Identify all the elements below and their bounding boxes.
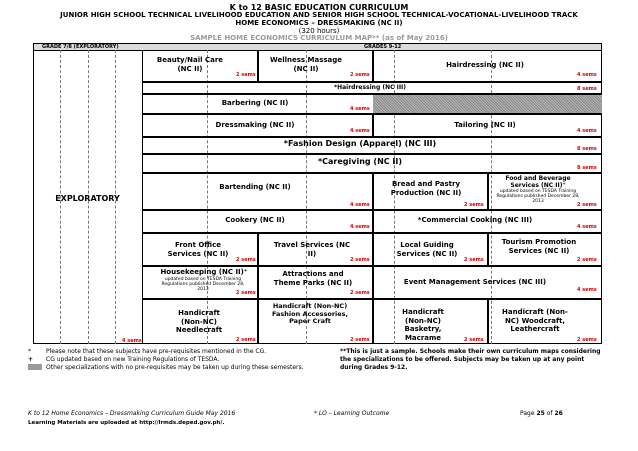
cell-divider [372, 209, 374, 233]
footnote-star-symbol: * [28, 348, 31, 355]
doc-title-line3: HOME ECONOMICS – DRESSMAKING (NC II) [235, 19, 403, 27]
cell-divider [257, 50, 259, 82]
cell-divider [372, 172, 374, 210]
sem-hairdressing-nc3: 8 sems [577, 86, 597, 92]
cell-basketry: Handicraft (Non-NC) Basketry, Macrame [402, 308, 444, 342]
page-total: 26 [554, 410, 563, 417]
cell-divider [487, 298, 489, 344]
cell-divider [487, 232, 489, 265]
cell-fashion-accessories: Handicraft (Non-NC) Fashion Accessories, Paper Craft [271, 302, 349, 325]
sem-front-office: 2 sems [236, 257, 256, 263]
sem-food-beverage: 2 sems [577, 202, 597, 208]
cell-event-management: Event Management Services (NC III) [403, 278, 547, 286]
sem-basketry: 2 sems [464, 337, 484, 343]
cell-beauty-nail-care: Beauty/Nail Care (NC II) [156, 56, 224, 73]
cell-bread-pastry: Bread and Pastry Production (NC II) [390, 180, 462, 197]
sem-bartending: 4 sems [350, 202, 370, 208]
cell-dressmaking: Dressmaking (NC II) [215, 121, 295, 129]
cell-divider [372, 232, 374, 265]
row-divider [142, 153, 602, 155]
sem-tourism: 2 sems [577, 257, 597, 263]
grade-label-senior: GRADES 9-12 [364, 44, 402, 50]
sem-dressmaking: 4 sems [350, 128, 370, 134]
sem-fashion-accessories: 2 sems [350, 337, 370, 343]
sem-housekeeping: 2 sems [236, 290, 256, 296]
sem-local-guiding: 2 sems [464, 257, 484, 263]
footnote-plus: CG updated based on new Training Regulations of TESDA. [46, 356, 220, 363]
exploratory-label: EXPLORATORY [55, 194, 120, 203]
gray-legend-swatch [28, 364, 42, 370]
sem-tailoring: 4 sems [577, 128, 597, 134]
sem-travel: 2 sems [350, 257, 370, 263]
sem-commercial-cooking: 4 sems [577, 224, 597, 230]
cell-caregiving: *Caregiving (NC II) [317, 157, 403, 166]
sem-beauty: 2 sems [236, 72, 256, 78]
cell-hairdressing-nc3: *Hairdressing (NC III) [333, 84, 407, 91]
cell-fashion-design: *Fashion Design (Apparel) (NC III) [283, 139, 437, 148]
sem-needlecraft: 2 sems [236, 337, 256, 343]
cell-divider [257, 265, 259, 298]
sem-bread-pastry: 2 sems [464, 202, 484, 208]
grade-label-exploratory: GRADE 7/8 (EXPLORATORY) [42, 44, 119, 50]
footer-lo-note: * LO – Learning Outcome [314, 410, 390, 417]
page-current: 25 [536, 410, 545, 417]
cell-food-beverage: Food and Beverage Services (NC II)⁺ [505, 175, 571, 189]
sem-attractions: 2 sems [350, 290, 370, 296]
cell-bartending: Bartending (NC II) [219, 183, 291, 191]
cell-divider [372, 113, 374, 137]
cell-divider [372, 298, 374, 344]
cell-hairdressing: Hairdressing (NC II) [446, 61, 524, 69]
cell-local-guiding: Local Guiding Services (NC II) [396, 241, 458, 258]
housekeeping-note: updated based on TESDA Training Regulations published December 28, 2013 [161, 277, 245, 292]
cell-front-office: Front Office Services (NC II) [167, 241, 229, 258]
sem-event: 4 sems [577, 287, 597, 293]
exploratory-sem: 4 sems [122, 338, 142, 344]
cell-commercial-cooking: *Commercial Cooking (NC III) [417, 216, 533, 224]
cell-divider [372, 50, 374, 82]
shaded-open-slot [373, 95, 602, 113]
doc-title-line1: K to 12 BASIC EDUCATION CURRICULUM [229, 3, 409, 12]
sample-note: **This is just a sample. Schools make their own curriculum maps considering the specializations to be offered. Subjects may be taken up at any point during Grades 9-12. [340, 348, 601, 371]
cell-tailoring: Tailoring (NC II) [454, 121, 516, 129]
cell-needlecraft: Handicraft (Non-NC) Needlecraft [175, 309, 223, 334]
sem-cookery: 4 sems [350, 224, 370, 230]
sem-wellness: 2 sems [350, 72, 370, 78]
map-title: SAMPLE HOME ECONOMICS CURRICULUM MAP** (as of May 2016) [190, 34, 448, 42]
cell-tourism-promotion: Tourism Promotion Services (NC II) [501, 238, 577, 255]
food-beverage-note: updated based on TESDA Training Regulations published December 28, 2013 [496, 189, 580, 204]
cell-divider [257, 298, 259, 344]
footer-materials-link[interactable]: Learning Materials are uploaded at http://lrmds.deped.gov.ph/. [28, 420, 225, 426]
sem-woodcraft: 2 sems [577, 337, 597, 343]
page-of: of [546, 410, 553, 417]
sem-fashion-design: 8 sems [577, 146, 597, 152]
cell-divider [257, 232, 259, 265]
footer-page [520, 410, 563, 417]
cell-attractions: Attractions and Theme Parks (NC II) [273, 270, 353, 287]
sem-barbering: 4 sems [350, 106, 370, 112]
page-prefix: Page [520, 410, 535, 417]
sem-hairdressing: 4 sems [577, 72, 597, 78]
footnote-star: Please note that these subjects have pre-requisites mentioned in the CG. [46, 348, 267, 355]
doc-title-line2: JUNIOR HIGH SCHOOL TECHNICAL LIVELIHOOD EDUCATION AND SENIOR HIGH SCHOOL TECHNICAL-VOCATIONAL-LIVELIHOOD TRACK [60, 11, 578, 19]
cell-travel-services: Travel Services (NC II) [273, 241, 351, 258]
cell-woodcraft: Handicraft (Non-NC) Woodcraft, Leathercraft [502, 308, 568, 333]
cell-cookery: Cookery (NC II) [225, 216, 285, 224]
sem-caregiving: 8 sems [577, 165, 597, 171]
cell-divider [487, 172, 489, 210]
cell-divider [372, 265, 374, 298]
cell-barbering: Barbering (NC II) [221, 99, 289, 107]
footnote-gray: Other specializations with no pre-requisites may be taken up during these semesters. [46, 364, 304, 371]
footnote-plus-symbol: + [28, 356, 34, 363]
footer-guide-title: K to 12 Home Economics – Dressmaking Curriculum Guide May 2016 [28, 410, 236, 417]
cell-wellness-massage: Wellness Massage (NC II) [269, 56, 343, 73]
doc-hours: (320 hours) [298, 27, 340, 35]
cell-housekeeping: Housekeeping (NC II)⁺ [160, 268, 248, 276]
